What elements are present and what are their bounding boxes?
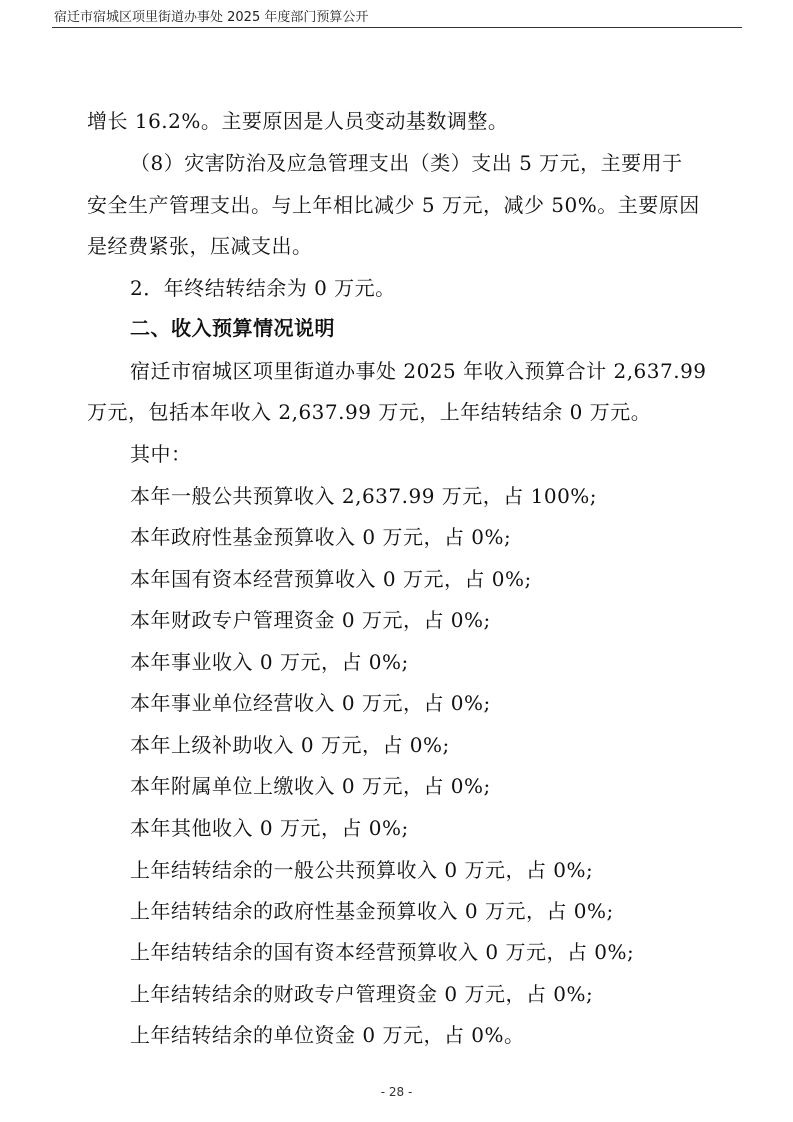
list-item: 上年结转结余的财政专户管理资金 0 万元，占 0%; (130, 982, 594, 1006)
list-item: 本年国有资本经营预算收入 0 万元，占 0%; (130, 567, 532, 591)
list-item: 本年政府性基金预算收入 0 万元，占 0%; (130, 525, 512, 549)
paragraph-line: 宿迁市宿城区项里街道办事处 2025 年收入预算合计 2,637.99 (130, 359, 707, 383)
list-item: 上年结转结余的单位资金 0 万元，占 0%。 (130, 1023, 525, 1047)
list-item: 本年其他收入 0 万元，占 0%; (130, 816, 409, 840)
paragraph-line: 增长 16.2%。主要原因是人员变动基数调整。 (87, 109, 509, 133)
paragraph-line: 2．年终结转结余为 0 万元。 (130, 276, 396, 300)
list-item: 本年财政专户管理资金 0 万元，占 0%; (130, 608, 491, 632)
page-number: - 28 - (380, 1085, 413, 1099)
list-item: 本年一般公共预算收入 2,637.99 万元，占 100%; (130, 484, 598, 508)
running-header: 宿迁市宿城区项里街道办事处 2025 年度部门预算公开 (54, 10, 369, 25)
section-heading: 二、收入预算情况说明 (130, 316, 335, 340)
list-item: 本年上级补助收入 0 万元，占 0%; (130, 733, 450, 757)
list-item: 上年结转结余的政府性基金预算收入 0 万元，占 0%; (130, 899, 614, 923)
list-item: 上年结转结余的国有资本经营预算收入 0 万元，占 0%; (130, 940, 635, 964)
list-item: 本年附属单位上缴收入 0 万元，占 0%; (130, 774, 491, 798)
paragraph-line: （8）灾害防治及应急管理支出（类）支出 5 万元，主要用于 (130, 151, 683, 175)
paragraph-line: 万元，包括本年收入 2,637.99 万元，上年结转结余 0 万元。 (87, 400, 652, 424)
paragraph-line: 是经费紧张，压减支出。 (87, 234, 313, 258)
paragraph-line: 安全生产管理支出。与上年相比减少 5 万元，减少 50%。主要原因 (87, 193, 700, 217)
list-item: 本年事业收入 0 万元，占 0%; (130, 650, 409, 674)
list-item: 上年结转结余的一般公共预算收入 0 万元，占 0%; (130, 858, 594, 882)
header-divider (52, 27, 742, 28)
paragraph-line: 其中： (130, 442, 192, 466)
list-item: 本年事业单位经营收入 0 万元，占 0%; (130, 691, 491, 715)
